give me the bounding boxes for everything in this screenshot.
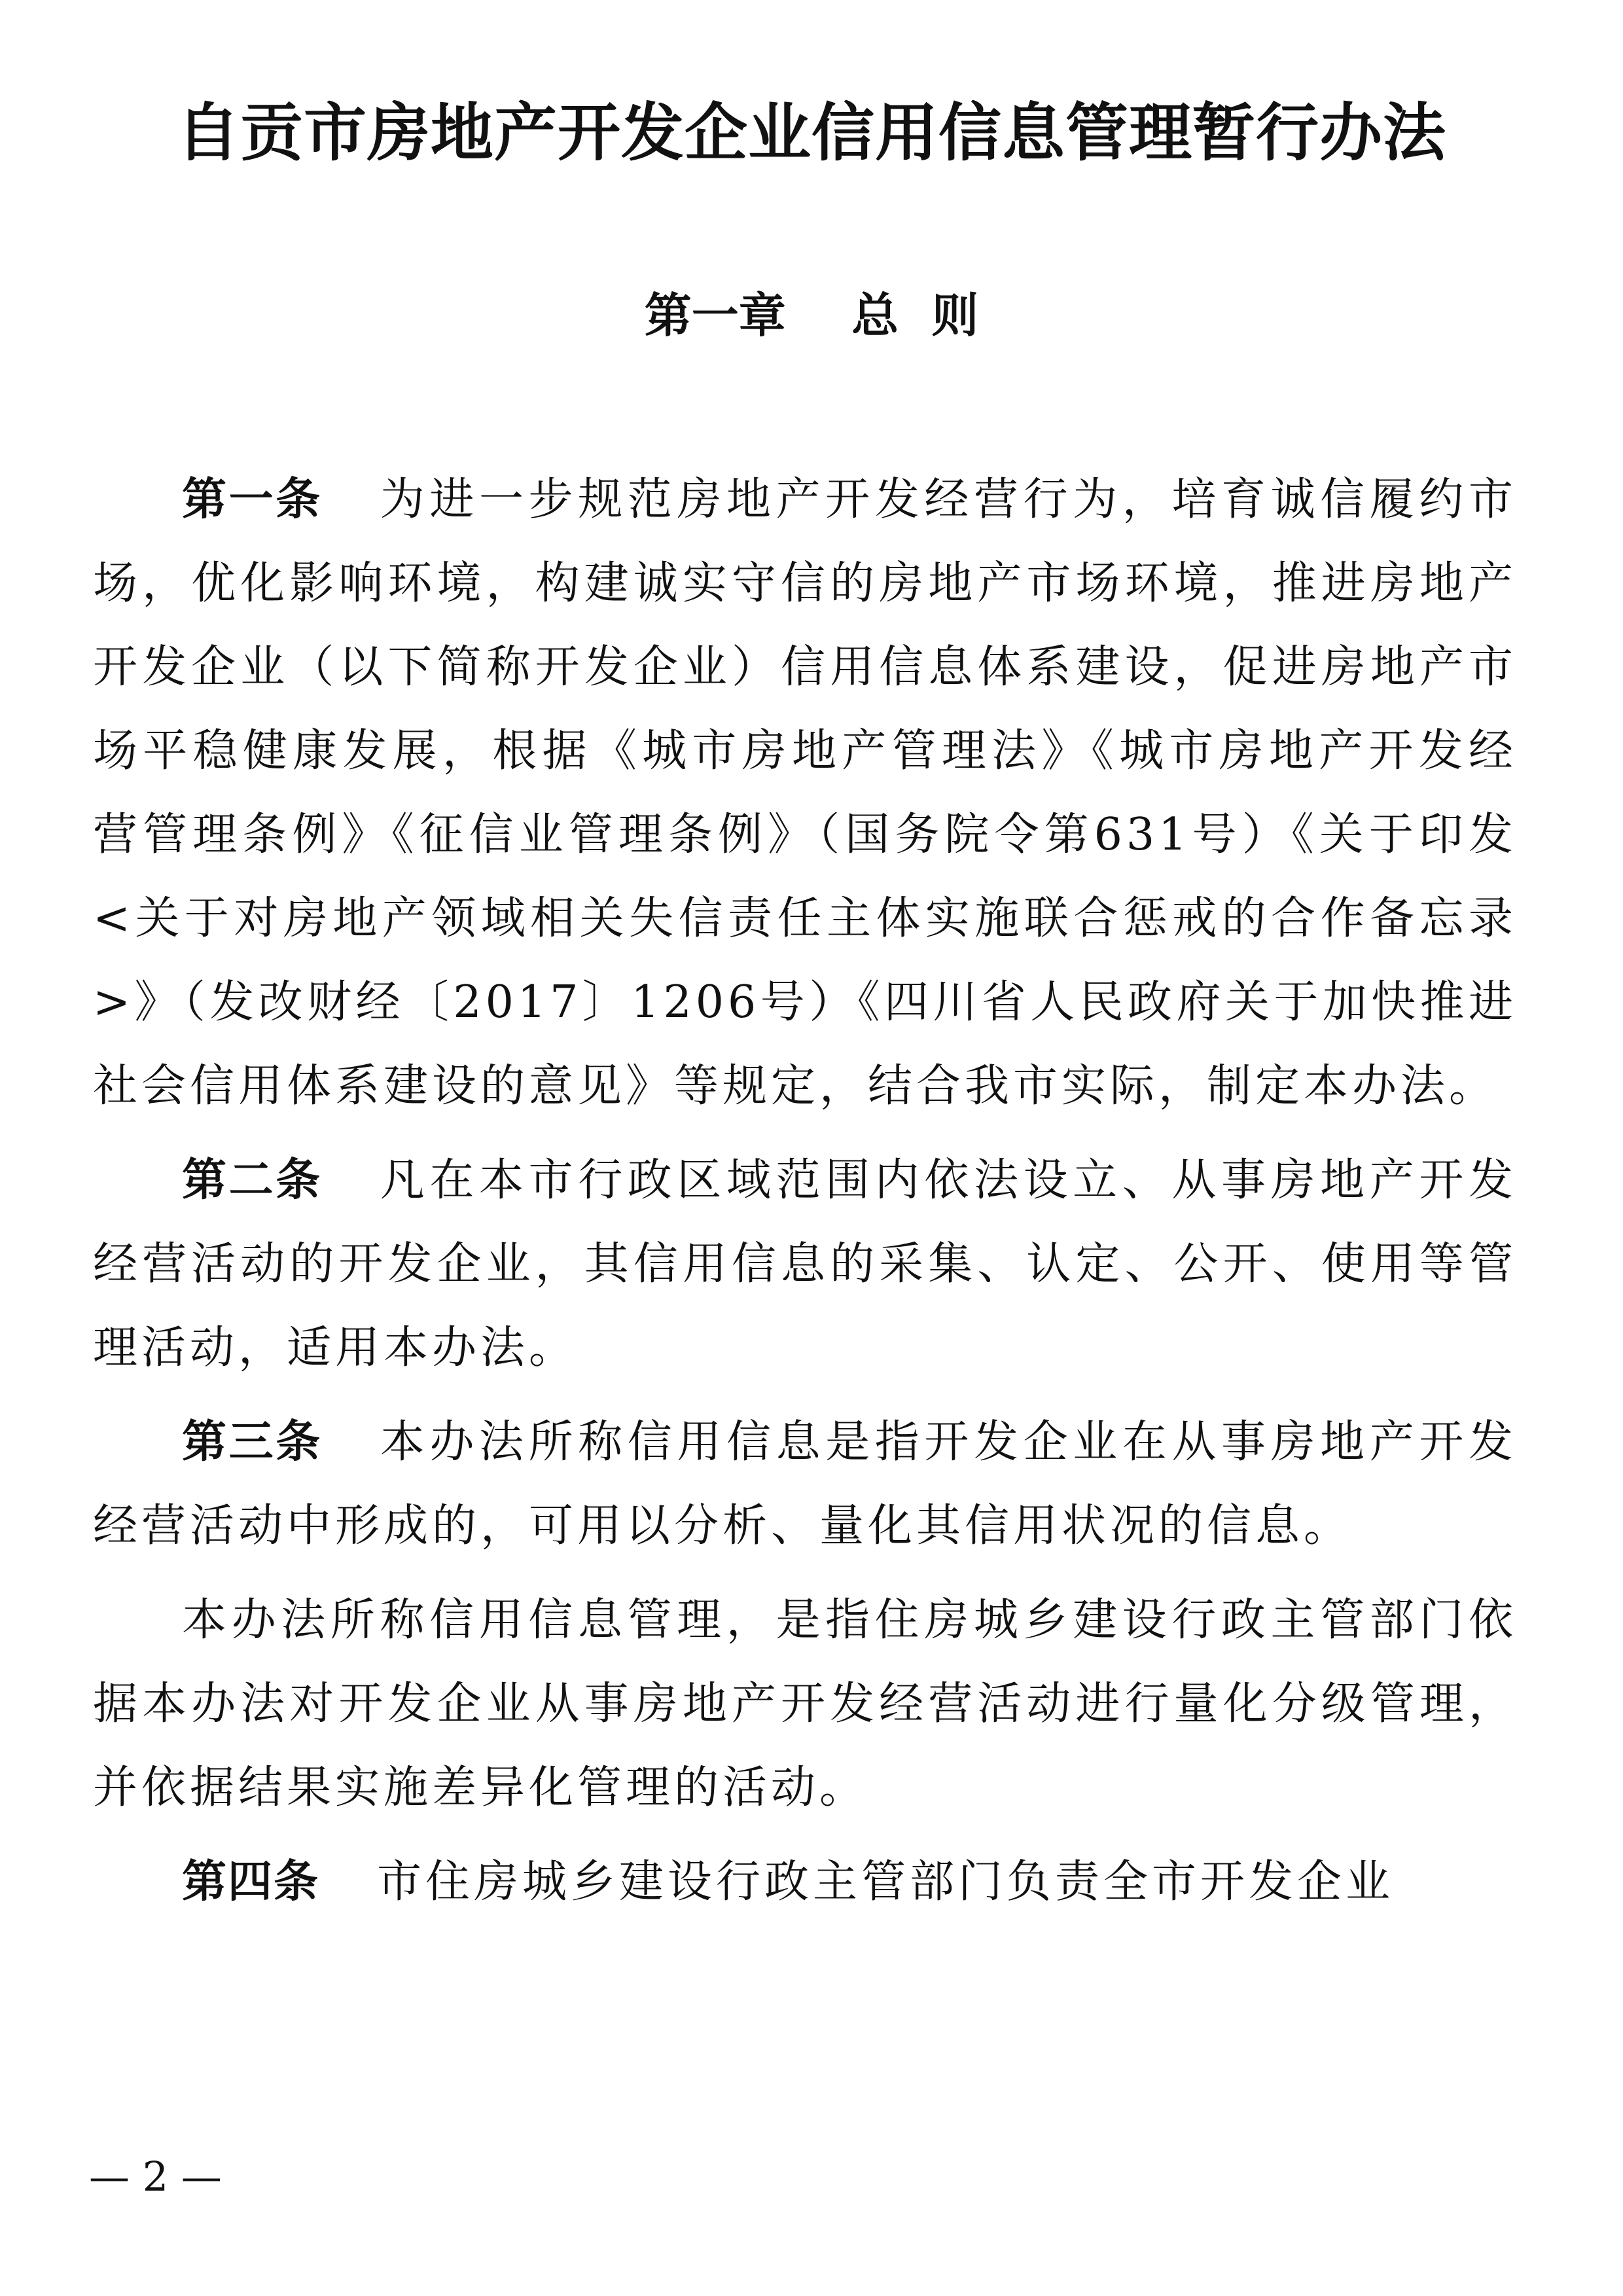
article-number: 第一条 <box>182 474 323 526</box>
document-body <box>93 458 1517 1935</box>
article-4 <box>93 1840 1517 1924</box>
article-text: 市住房城乡建设行政主管部门负责全市开发企业 <box>377 1856 1395 1908</box>
page-number: — 2 — <box>89 2153 222 2200</box>
article-text: 本办法所称信用信息管理，是指住房城乡建设行政主管部门依据本办法对开发企业从事房地产开发经营活动进行量化分级管理，并依据结果实施差异化管理的活动。 <box>93 1594 1517 1814</box>
chapter-heading: 第一章 总 则 <box>644 288 979 343</box>
article-text: 为进一步规范房地产开发经营行为，培育诚信履约市场，优化影响环境，构建诚实守信的房地产市场环境，推进房地产开发企业（以下简称开发企业）信用信息体系建设，促进房地产市场平稳健康发展，根据《城市房地产管理法》《城市房地产开发经营管理条例》《征信业管理条例》（国务院令第631号）《关于印发<关于对房地产领域相关失信责任主体实施联合惩戒的合作备忘录>》（发改财经〔2017〕1206号）《四川省人民政府关于加快推进社会信用体系建设的意见》等规定，结合我市实际，制定本办法。 <box>93 474 1517 1112</box>
article-text: 本办法所称信用信息是指开发企业在从事房地产开发经营活动中形成的，可用以分析、量化其信用状况的信息。 <box>93 1416 1517 1552</box>
article-number: 第四条 <box>182 1856 320 1908</box>
article-3-paragraph-2 <box>93 1579 1517 1830</box>
document-title: 自贡市房地产开发企业信用信息管理暂行办法 <box>177 96 1446 170</box>
article-3 <box>93 1401 1517 1568</box>
article-number: 第二条 <box>182 1155 323 1206</box>
article-2 <box>93 1139 1517 1390</box>
article-text: 凡在本市行政区域范围内依法设立、从事房地产开发经营活动的开发企业，其信用信息的采集、认定、公开、使用等管理活动，适用本办法。 <box>93 1155 1517 1374</box>
article-1 <box>93 458 1517 1128</box>
article-number: 第三条 <box>182 1416 323 1468</box>
